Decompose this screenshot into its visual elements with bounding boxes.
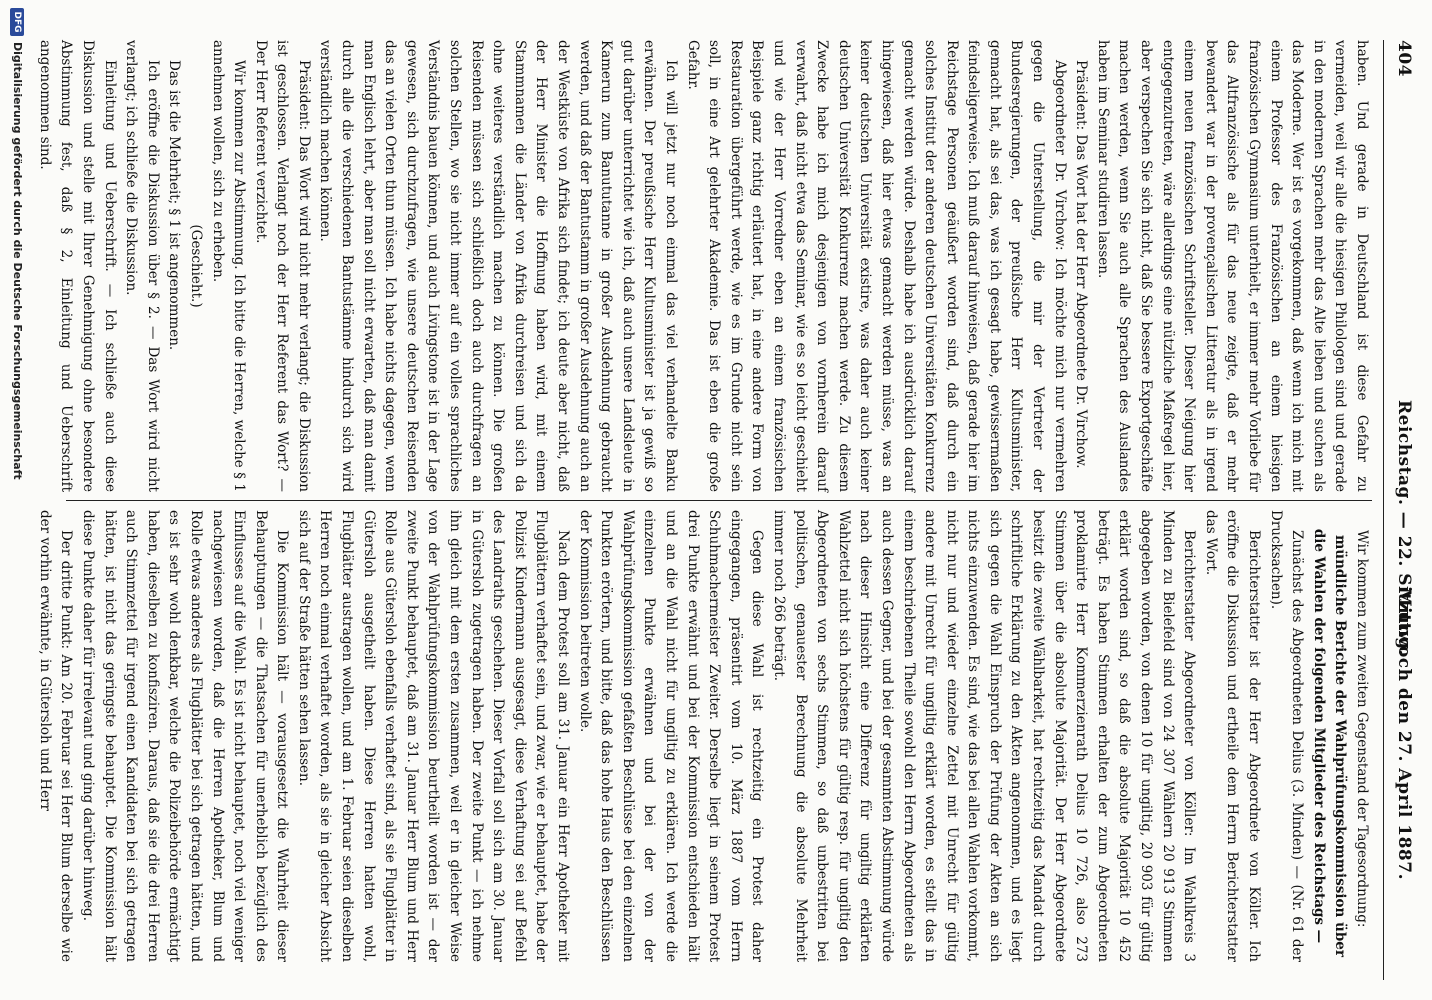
left-column <box>36 40 1372 492</box>
left-paragraph-6: Wir kommen zur Abstimmung. Ich bitte die Herren, welche § 1 annehmen wollen, sich zu erheben. <box>209 40 248 492</box>
right-paragraph-1: Wir kommen zum zweiten Gegenstand der Tagesordnung: <box>1354 530 1370 928</box>
column-divider <box>66 500 1372 501</box>
running-title: Reichstag. — 22. Sitzung. <box>1394 400 1414 656</box>
right-paragraph-2: Zunächst des Abgeordneten Delius (3. Minden) — (Nr. 61 der Drucksachen). <box>1267 510 1306 962</box>
right-column <box>36 510 1372 962</box>
digitization-footer <box>6 0 28 1000</box>
agenda-heading: mündliche Berichte der Wahlprüfungskommission über die Wahlen der folgenden Mitglieder des Reichstags — <box>1310 528 1349 957</box>
footer-text: Digitalisierung gefördert durch die Deutsche Forschungsgemeinschaft <box>11 42 24 480</box>
left-paragraph-8: Das ist die Mehrheit; § 1 ist angenommen. <box>166 60 183 351</box>
header-rule <box>1383 40 1384 980</box>
left-paragraph-7: (Geschieht.) <box>187 224 204 308</box>
left-paragraph-5: Präsident: Das Wort wird nicht mehr verlangt; die Diskussion ist geschlossen. Verlangt noch der Herr Referent das Wort? — Der Herr Referent verzichtet. <box>252 40 312 492</box>
right-paragraph-3: Berichterstatter ist der Herr Abgeordnete von Köller. Ich eröffne die Diskussion und ertheile dem Herrn Berichterstatter das Wort. <box>1202 510 1263 962</box>
left-paragraph-3: Abgeordneter Dr. Virchow: Ich möchte mich nur vermehren gegen die Unterstellung, die mir der Vertreter der Bundesregierungen, der preußische Herr Kultusminister, gemacht hat, als sei das, was ich gesagt habe, gewissermaßen feindseligerweise. Ich muß darauf hinweisen, daß gerade hier im Reichstage Personen geäußert worden sind, daß durch ein solches Institut der anderen deutschen Universitäten Konkurrenz gemacht werden würde. Deshalb habe ich ausdrücklich darauf hingewiesen, daß hier etwas gemacht werden müsse, was an keiner deutschen Universität existire, was daher auch keiner deutschen Universität Konkurrenz machen werde. Zu diesem Zwecke habe ich mich desjenigen von vornherein darauf verwahrt, daß nicht etwa das Seminar, wie es so leicht geschieht und wie der Herr Vorredner eben an einem französischen Beispiele ganz richtig erläutert hat, in eine andere Form von Restauration übergeführt werde, wie es im Grunde nicht sein soll, in eine Art gelehrter Akademie. Das ist eben die große Gefahr. <box>684 40 1068 492</box>
left-paragraph-9: Ich eröffne die Diskussion über § 2. — Das Wort wird nicht verlangt; ich schließe die Diskussion. <box>123 40 161 492</box>
page-number: 404 <box>1394 40 1414 77</box>
dfg-logo: DFG <box>10 8 24 36</box>
page-header <box>1386 40 1420 880</box>
right-paragraph-5: Gegen diese Wahl ist rechtzeitig ein Protest daher eingegangen, präsentirt vom 10. März 1887 vom Herrn Schuhmachermeister Zweiter. Derselbe liegt in seinem Protest drei Punkte erwähnt und bei der Kommission entschieden hält und an die Wahl nicht für ungiltig zu erklären. Ich werde die einzelnen Punkte erwähnen und bei der von der Wahlprüfungskommission gefaßten Beschlüsse bei den einzelnen Punkten erörtern, und bitte, daß das hohe Haus den Beschlüssen der Kommission beitreten wolle. <box>576 510 766 962</box>
right-paragraph-4: Berichterstatter Abgeordneter von Köller: Im Wahlkreis 3 Minden zu Bielefeld sind von 24 307 Wählern 20 913 Stimmen abgegeben worden, von denen 10 für ungiltig, 20 903 für gültig erklärt worden sind, so daß die absolute Majorität 10 452 beträgt. Es haben Stimmen erhalten der zum Abgeordneten proklamirte Herr Kommerzienrath Delius 10 726, also 273 Stimmen über die absolute Majorität. Der Herr Abgeordnete besitzt die zweite Wählbarkeit, hat rechtzeitig das Mandat durch schriftliche Erklärung zu den Akten angenommen, und es liegt sich gegen die Wahl Einspruch der Prüfung der Akten an sich nichts einzuwenden. Es sind, wie das bei allen Wahlen vorkommt, nicht nur und wieder einzelne Zettel mit Unrecht für gültig andere mit Unrecht für ungiltig erklärt worden, es stellt das in einem beschriebenen Theile sowohl den Herrn Abgeordneten als auch dessen Gegner, und bei der gesammten Abstimmung würde nach dieser Hinsicht eine Differenz für ungiltig erklärten Wahlzettel nicht sich höchstens für gültig resp. für ungiltig den Abgeordneten von sechs Stimmen, so daß unbestritten bei politischen, genauester Berechnung die absolute Mehrheit immer noch 266 beträgt. <box>770 510 1198 962</box>
session-date: Mittwoch den 27. April 1887. <box>1394 587 1414 880</box>
right-paragraph-6: Nach dem Protest soll am 31. Januar ein Herr Apotheker mit Flugblättern verhaftet sein, und zwar, wie er behauptet, habe der Polizist Kindermann ausgesagt, diese Verhaftung sei auf Befehl des Landraths geschehen. Dieser Vorfall soll sich am 30. Januar in Gütersloh zugetragen haben. Der zweite Punkt — ich nehme ihn gleich mit dem ersten zusammen, weil er in gleicher Weise von der Wahlprüfungskommission beurtheilt worden ist — der zweite Punkt behauptet, daß am 31. Januar Herr Blum und Herr Rolle aus Gütersloh ebenfalls verhaftet sind, als sie Flugblätter in Gütersloh ausgetheilt haben. Diese Herren hatten wohl, Flugblätter austragen wollen, und am 1. Februar seien dieselben Herren noch einmal verhaftet worden, als sie in gleicher Absicht sich auf der Straße hätten sehen lassen. <box>295 510 572 962</box>
left-paragraph-4: Ich will jetzt nur noch einmal das viel verhandelte Banku erwähnen. Der preußische Herr Kultusminister ist ja gewiß so gut darüber unterrichtet wie ich, daß auch unsere Landsleute in Kamerun zum Banututanne in großer Ausdehnung gebraucht werden, und daß der Bantustamm in großer Ausdehnung auch an der Westküste von Afrika sich findet; ich deute aber nicht, daß der Herr Minister die Hoffnung haben wird, mit einem Stammnamen die Länder von Afrika durchreisen und sich da ohne weiteres verständlich machen zu können. Die großen Reisenden müssen sich schließlich doch auch durchfragen an solchen Stellen, wo sie nicht immer auf ein volles sprachliches Verständnis bauen können, und auch Livingstone ist in der Lage gewesen, sich durchzufragen, wie unsere deutschen Reisenden das an vielen Orten thun müssen. Ich habe nichts dagegen, wenn man Englisch lehrt, aber man soll nicht erwarten, daß man damit durch alle die verschiedenen Bantustämme hindurch sich wird verständlich machen können. <box>317 40 679 492</box>
right-paragraph-8: Der dritte Punkt: Am 20. Februar sei Herr Blum derselbe wie der vorhin erwähnte, in Gütersloh und Herr <box>36 510 75 962</box>
left-paragraph-2: Präsident: Das Wort hat der Herr Abgeordnete Dr. Virchow. <box>1073 60 1090 469</box>
left-paragraph-10: Einleitung und Ueberschrift. — Ich schließe auch diese Diskussion und stelle mit Ihrer Genehmigung ohne besondere Abstimmung fest, daß § 2, Einleitung und Ueberschrift angenommen sind. <box>36 40 118 492</box>
left-paragraph-1: haben. Und gerade in Deutschland ist diese Gefahr zu vermeiden, weil wir alle die hiesigen Philologen sind und gerade in den modernen Sprachen mehr das Alte lieben und suchen als das Moderne. Wer ist es vorgekommen, daß wenn ich mich mit einem Professor des Französischen an einem hiesigen französischen Gymnasium unterhielt, er immer mehr Vorliebe für das Altfranzösische als für das neue zeigte, daß er mehr bewandert war in der provençalischen Litteratur als in irgend einem neuen französischen Schriftsteller. Dieser Neigung hier entgegenzutreten, wäre allerdings eine nützliche Maßregel hier, aber verspechen Sie sich nicht, daß Sie bessere Exportgeschäfte machen werden, wenn Sie auch alle Sprachen des Auslandes haben im Seminar studiren lassen. <box>1094 40 1370 492</box>
right-paragraph-7: Die Kommission hält — vorausgesetzt die Wahrheit dieser Behauptungen — die Thatsachen für unerheblich bezüglich des Einflusses auf die Wahl. Es ist nicht behauptet, noch viel weniger nachgewiesen worden, daß die Herren Apotheker, Blum und Rolle etwas anderes als Flugblätter bei sich getragen hätten, und es ist sehr wohl denkbar, welche die Polizeibehörde ermächtigt haben, dieselben zu konfisziren. Daraus, daß sie die drei Herren auch Stimmzettel für irgend einen Kandidaten bei sich getragen hätten, ist nicht das geringste behauptet. Die Kommission hält diese Punkte daher für irrelevant und ging darüber hinweg. <box>79 510 291 962</box>
